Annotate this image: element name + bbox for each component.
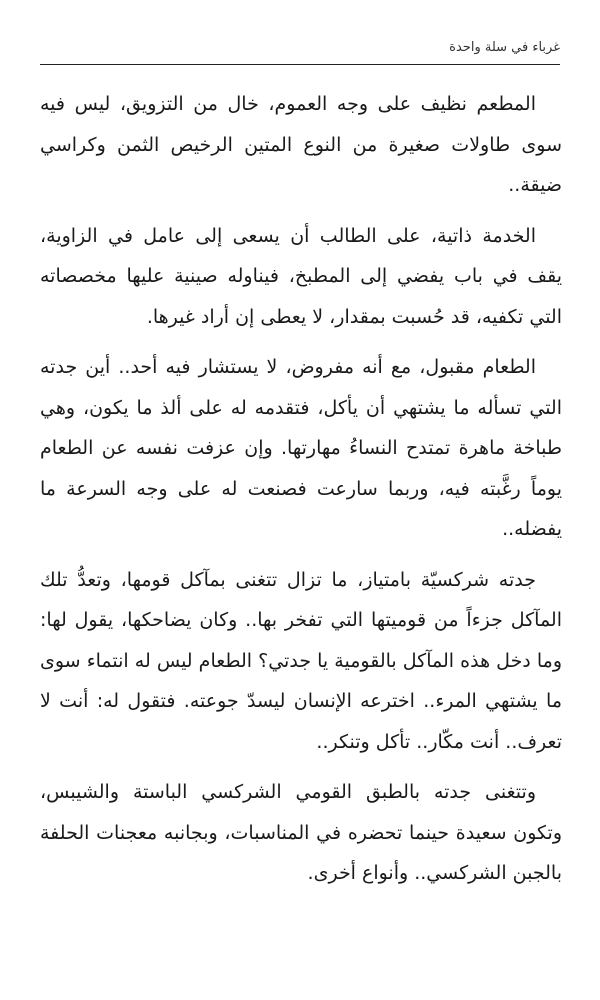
paragraph-2: الخدمة ذاتية، على الطالب أن يسعى إلى عامل في الزاوية، يقف في باب يفضي إلى المطبخ، فيناوله صينية عليها مخصصاته التي تكفيه، قد حُسبت بمقدار، لا يعطى إن أراد غيرها. [40,224,562,328]
body-text [40,84,562,904]
paragraph-1: المطعم نظيف على وجه العموم، خال من التزويق، ليس فيه سوى طاولات صغيرة من النوع المتين الرخيص الثمن وكراسي ضيقة.. [40,93,562,196]
page-header [40,30,560,65]
running-title: غرباء في سلة واحدة [449,40,560,55]
paragraph-5: وتتغنى جدته بالطبق القومي الشركسي الباستة والشيبس، وتكون سعيدة حينما تحضره في المناسبات، وبجانبه معجنات الحلفة بالجبن الشركسي.. وأنواع أخرى. [40,781,562,884]
paragraph-3: الطعام مقبول، مع أنه مفروض، لا يستشار فيه أحد.. أين جدته التي تسأله ما يشتهي أن يأكل، فتقدمه له على ألذ ما يكون، وهي طباخة ماهرة تمتدح النساءُ مهارتها. وإن عزفت نفسه عن الطعام يوماً رغَّبته فيه، وربما سارعت فصنعت له على وجه السرعة ما يفضله.. [40,356,562,540]
paragraph-4: جدته شركسيّة بامتياز، ما تزال تتغنى بمآكل قومها، وتعدُّ تلك المآكل جزءاً من قوميتها التي تفخر بها.. وكان يضاحكها، يقول لها: وما دخل هذه المآكل بالقومية يا جدتي؟ الطعام ليس له انتماء سوى ما يشتهي المرء.. اخترعه الإنسان ليسدّ جوعته. فتقول له: أنت لا تعرف.. أنت مكّار.. تأكل وتنكر.. [40,568,562,753]
